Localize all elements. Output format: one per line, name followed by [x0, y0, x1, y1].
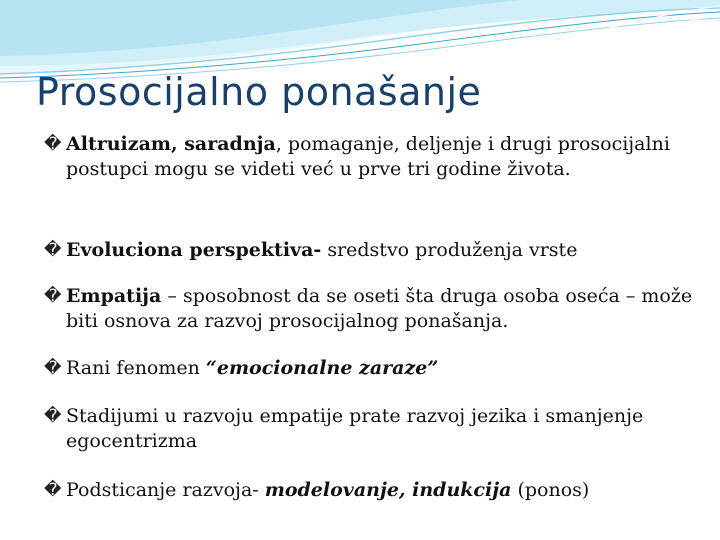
- bullet-empatija: [44, 284, 704, 334]
- bullet-marker-icon: �: [44, 480, 62, 500]
- bullet-bold-text: Empatija: [66, 285, 162, 307]
- bullet-text: Rani fenomen: [66, 357, 206, 379]
- bullet-marker-icon: �: [44, 358, 62, 378]
- bullet-bold-text: Evoluciona perspektiva-: [66, 239, 322, 261]
- bullet-stadijumi: [44, 404, 704, 454]
- bullet-marker-icon: �: [44, 240, 62, 260]
- bullet-text: sredstvo produženja vrste: [321, 239, 578, 261]
- bullet-bold-italic-text: modelovanje, indukcija: [264, 479, 512, 501]
- bullet-text: Podsticanje razvoja-: [66, 479, 265, 501]
- bullet-bold-text: Altruizam, saradnja: [66, 133, 276, 155]
- bullet-text: Stadijumi u razvoju empatije prate razvoj jezika i smanjenje egocentrizma: [66, 405, 644, 452]
- bullet-altruizam: [44, 132, 704, 182]
- bullet-text: , pomaganje, deljenje i drugi prosocijalni postupci mogu se videti već u prve tri godine života.: [66, 133, 670, 180]
- bullet-rani-fenomen: [44, 356, 438, 381]
- bullet-bold-italic-text: “emocionalne zaraze”: [205, 357, 439, 379]
- bullet-text: – sposobnost da se oseti šta druga osoba oseća – može biti osnova za razvoj prosocijalnog ponašanja.: [66, 285, 693, 332]
- bullet-marker-icon: �: [44, 406, 62, 426]
- bullet-podsticanje: [44, 478, 589, 503]
- bullet-marker-icon: �: [44, 134, 62, 154]
- bullet-marker-icon: �: [44, 286, 62, 306]
- bullet-evoluciona: [44, 238, 577, 263]
- slide-title: Prosocijalno ponašanje: [36, 70, 482, 114]
- bullet-text: (ponos): [511, 479, 590, 501]
